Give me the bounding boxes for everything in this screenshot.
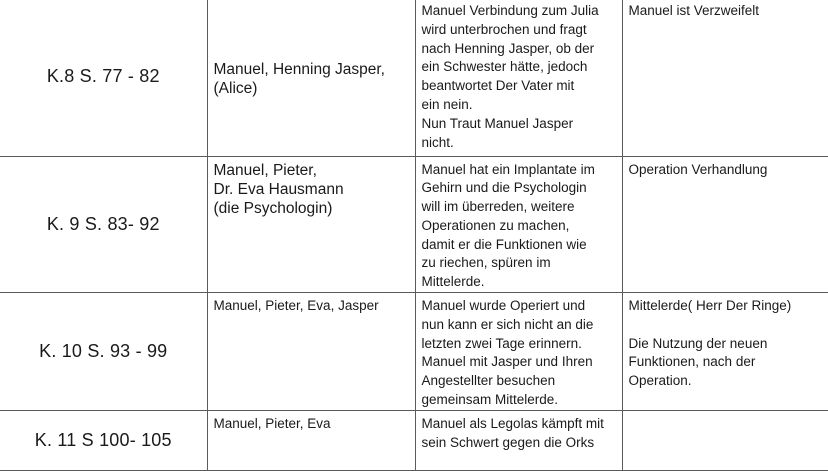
content-line: beantwortet Der Vater mit	[421, 78, 575, 94]
content-line: will im überreden, weitere	[421, 199, 575, 215]
content-cell	[415, 0, 622, 156]
persons-line: Manuel, Pieter,	[213, 161, 317, 179]
persons-line: Dr. Eva Hausmann	[213, 180, 344, 198]
note-line: Manuel ist Verzweifelt	[628, 3, 760, 18]
table-row	[0, 0, 828, 156]
note-cell	[622, 293, 828, 411]
content-line: ein nein.	[421, 96, 473, 112]
content-line: Mittelerde.	[421, 274, 485, 290]
content-line: Manuel mit Jasper und Ihren	[421, 354, 593, 370]
chapter-cell	[0, 0, 207, 156]
content-cell	[415, 293, 622, 411]
content-line: Manuel hat ein Implantate im	[421, 161, 595, 177]
persons-cell	[207, 411, 415, 471]
content-line: letzten zwei Tage erinnern.	[421, 335, 582, 351]
content-cell	[415, 411, 622, 471]
content-cell	[415, 156, 622, 293]
spacer	[629, 316, 824, 335]
chapter-cell	[0, 156, 207, 293]
content-line: Nun Traut Manuel Jasper	[421, 115, 574, 131]
content-line: Manuel als Legolas kämpft mit	[421, 416, 604, 432]
chapter-cell	[0, 293, 207, 411]
table-row	[0, 293, 828, 411]
note-line: Operation Verhandlung	[628, 161, 768, 177]
content-line: nach Henning Jasper, ob der	[421, 40, 595, 56]
table-row	[0, 156, 828, 293]
chapter-label: K.8 S. 77 - 82	[46, 66, 160, 87]
content-line: nun kann er sich nicht an die	[421, 316, 594, 332]
persons-cell	[207, 156, 415, 293]
persons-line: (Alice)	[213, 79, 258, 97]
table-row	[0, 411, 828, 471]
persons-cell	[207, 0, 415, 156]
content-line: damit er die Funktionen wie	[421, 236, 587, 252]
note-cell	[622, 411, 828, 471]
chapter-label: K. 9 S. 83- 92	[46, 213, 160, 234]
note-title: Mittelerde( Herr Der Ringe)	[628, 298, 792, 314]
content-line: Manuel wurde Operiert und	[421, 298, 586, 314]
persons-line: Manuel, Pieter, Eva, Jasper	[213, 298, 379, 314]
content-line: Angestellter besuchen	[421, 373, 556, 389]
note-line: Die Nutzung der neuen	[628, 335, 768, 351]
content-line: nicht.	[421, 134, 454, 150]
content-line: gemeinsam Mittelerde.	[421, 392, 559, 408]
chapter-cell	[0, 411, 207, 471]
note-cell	[622, 0, 828, 156]
persons-line: Manuel, Henning Jasper,	[213, 60, 385, 78]
chapter-label: K. 11 S 100- 105	[34, 430, 172, 451]
content-line: wird unterbrochen und fragt	[421, 21, 587, 37]
persons-line: Manuel, Pieter, Eva	[213, 416, 331, 432]
note-cell	[622, 156, 828, 293]
persons-line: (die Psychologin)	[213, 199, 333, 217]
content-line: zu riechen, spüren im	[421, 255, 551, 271]
content-line: sein Schwert gegen die Orks	[421, 434, 595, 450]
content-line: ein Schwester hätte, jedoch	[421, 59, 588, 75]
note-line: Funktionen, nach der	[628, 354, 756, 370]
content-line: Gehirn und die Psychologin	[421, 180, 587, 196]
chapter-label: K. 10 S. 93 - 99	[39, 341, 168, 362]
content-line: Manuel Verbindung zum Julia	[421, 3, 599, 18]
persons-cell	[207, 293, 415, 411]
note-line: Operation.	[628, 373, 692, 389]
content-line: Operationen zu machen,	[421, 217, 570, 233]
